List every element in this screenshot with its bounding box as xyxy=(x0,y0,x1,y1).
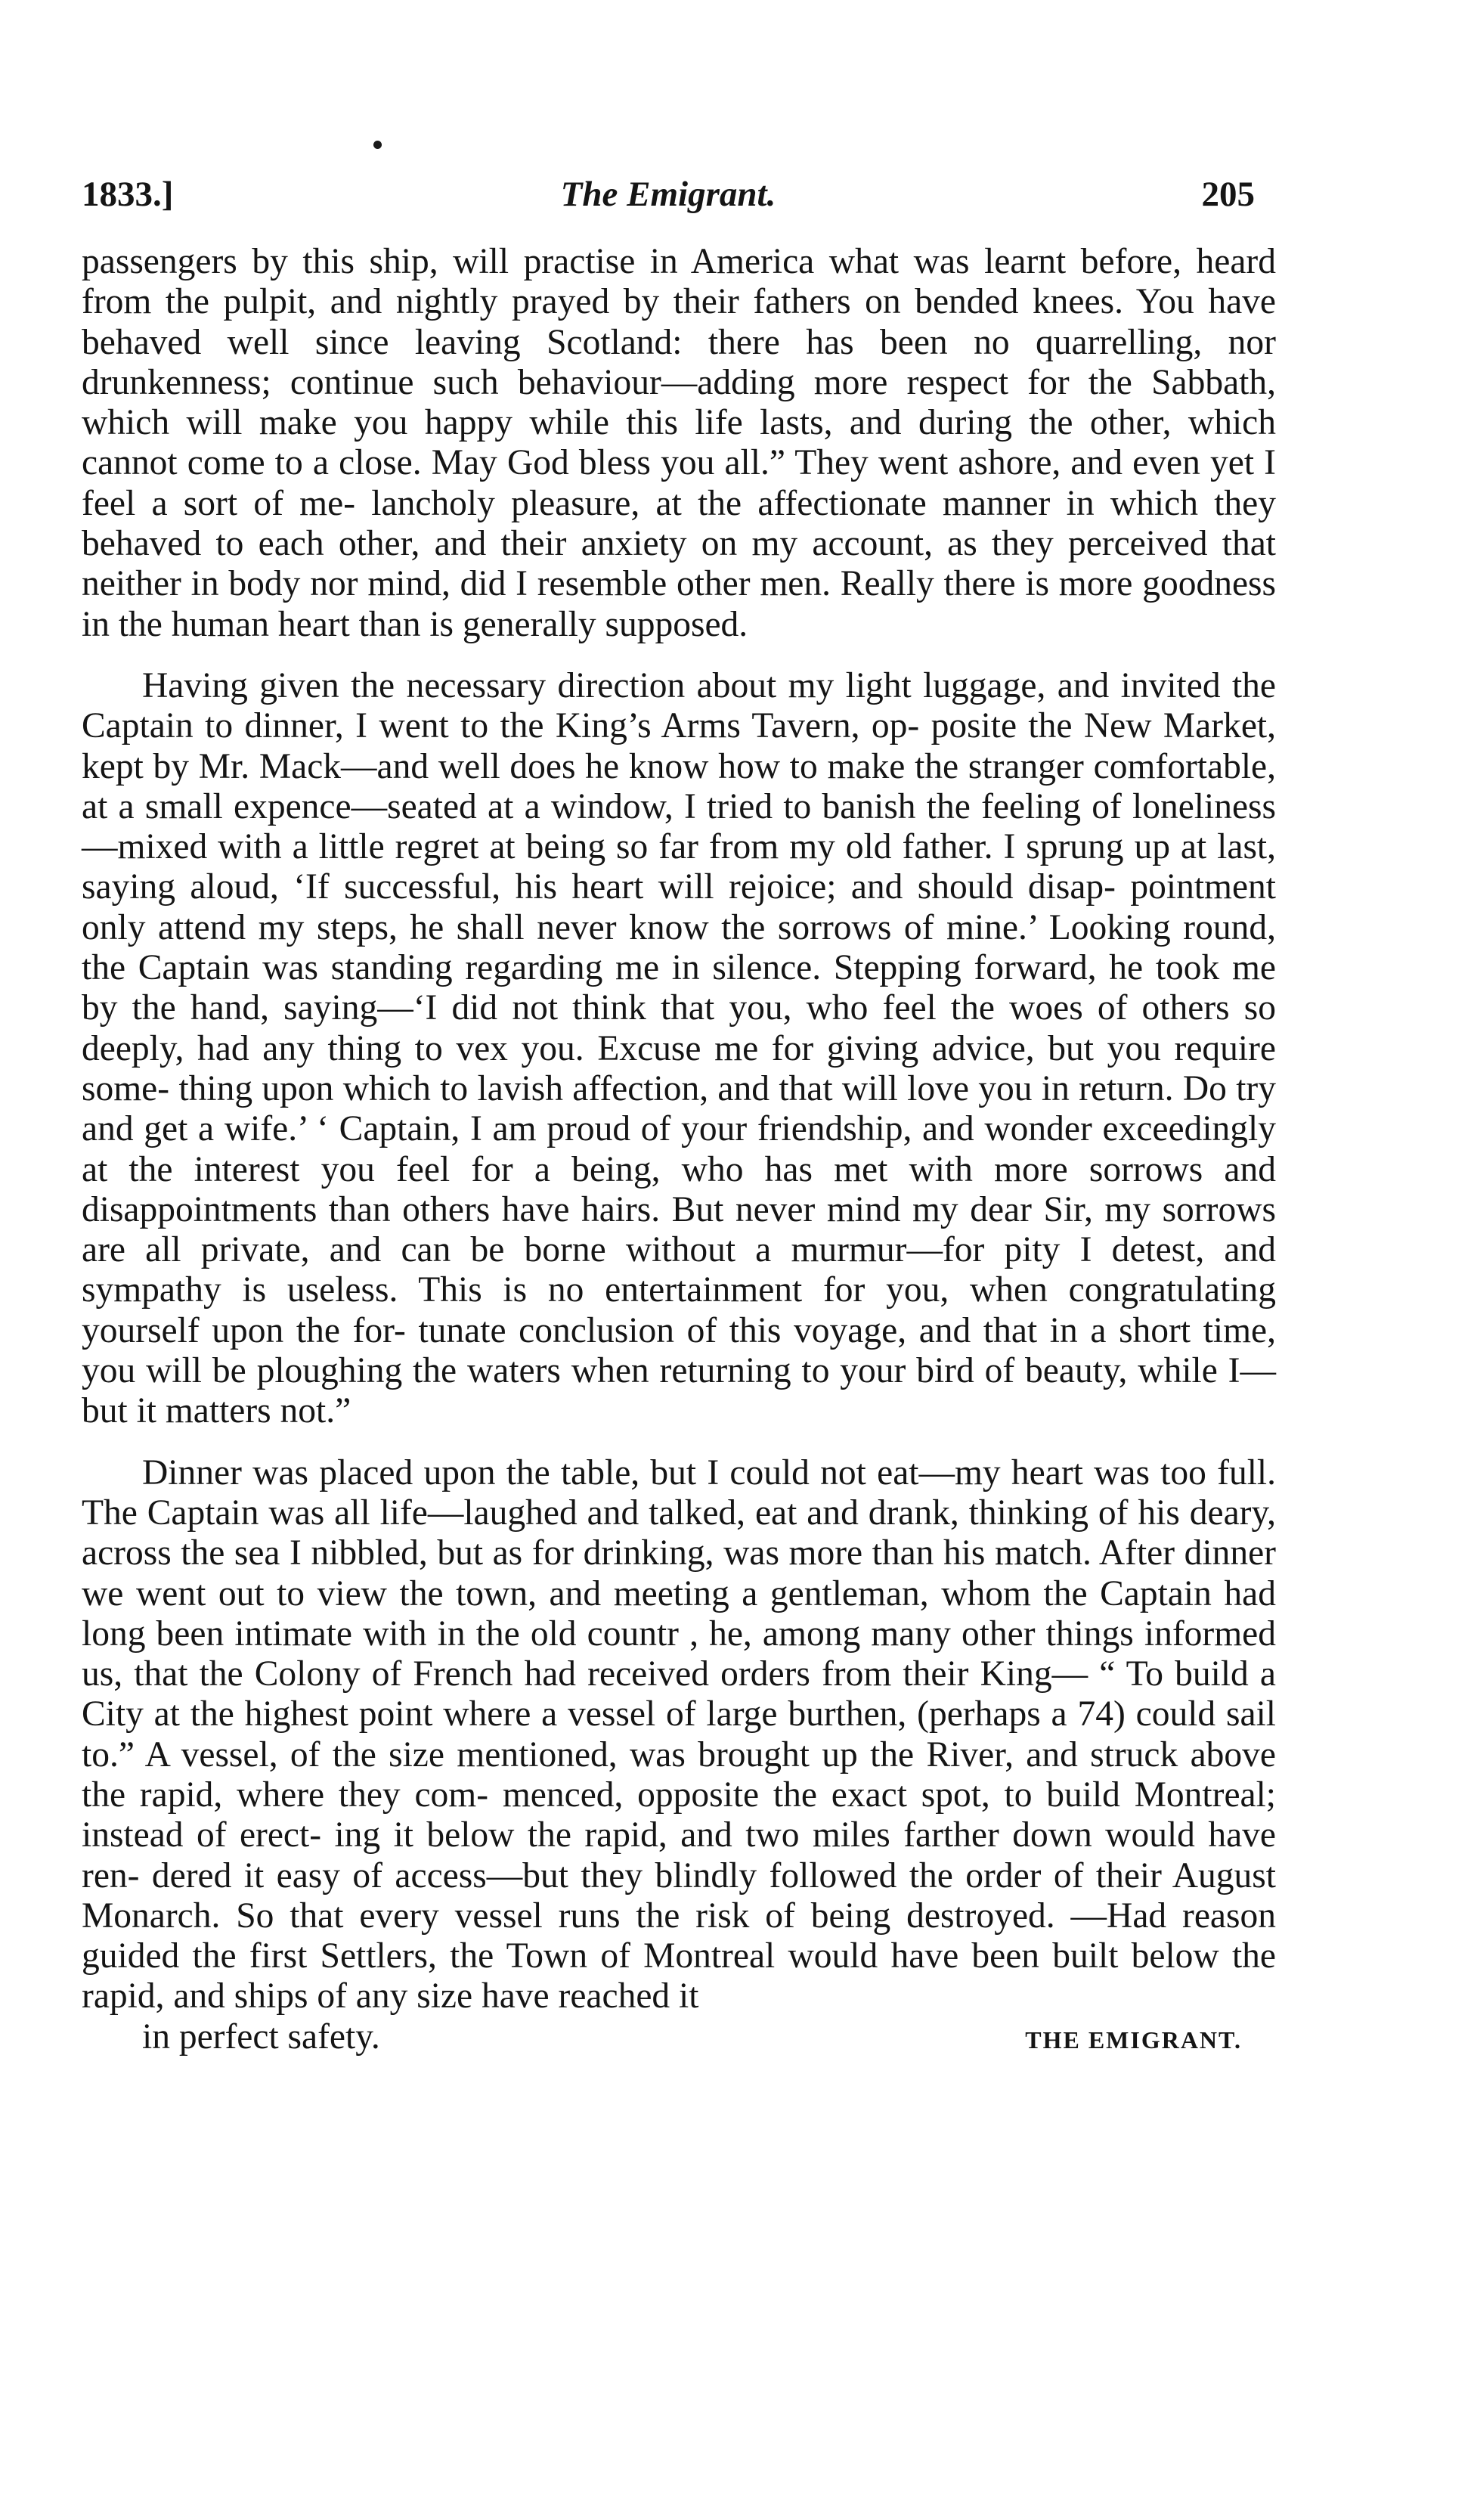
paragraph-1 xyxy=(82,242,1276,645)
text-line: menced, opposite the exact spot, to build Montreal; instead of erect- xyxy=(82,1775,1277,1855)
text-line: more respect for the Sabbath, which will make you happy while this life xyxy=(82,362,1276,443)
text-line: silence. Stepping forward, he took me by the hand, saying—‘I did xyxy=(82,948,1276,1028)
paragraph-2 xyxy=(82,666,1276,1432)
text-line: a window, I tried to banish the feeling of loneliness—mixed with a xyxy=(82,786,1276,867)
final-line xyxy=(82,2017,1276,2060)
text-line: (perhaps a 74) could sail to.” A vessel, of the size mentioned, was xyxy=(82,1694,1276,1775)
text-line: have been built below the rapid, and ships of any size have reached it xyxy=(82,1936,1276,2016)
text-line: with more sorrows and disappointments than others have hairs. But xyxy=(82,1149,1276,1229)
text-line: thing to vex you. Excuse me for giving advice, but you require some- xyxy=(82,1028,1276,1108)
text-line: saying aloud, ‘If successful, his heart will rejoice; and should disap- xyxy=(82,867,1131,907)
text-line: Do try and get a wife.’ ‘ Captain, I am proud of your friendship, and xyxy=(82,1068,1276,1149)
text-line: each other, and their anxiety on my account, as they perceived that xyxy=(258,524,1276,564)
text-line: knees. You have behaved well since leaving Scotland: there has been xyxy=(82,282,1276,362)
text-line: ploughing the waters when returning to your bird of beauty, while I— xyxy=(256,1351,1276,1391)
text-line: no entertainment for you, when congratulating yourself upon the for- xyxy=(82,1270,1276,1350)
header-year: 1833.] xyxy=(82,175,174,214)
text-line: drank, thinking of his deary, across the sea I nibbled, but as for xyxy=(82,1492,1277,1573)
signature: THE EMIGRANT. xyxy=(1025,2026,1242,2054)
text-line: little regret at being so far from my old father. I sprung up at last, xyxy=(318,827,1277,867)
text-line: dered it easy of access—but they blindly followed the order of their xyxy=(151,1855,1172,1895)
text-line: never mind my dear Sir, my sorrows are all private, and can be borne xyxy=(82,1189,1276,1270)
ink-speck xyxy=(373,141,382,149)
text-line: brought up the River, and struck above the rapid, where they com- xyxy=(82,1734,1276,1815)
text-line: pointment only attend my steps, he shall never know the sorrows of xyxy=(82,867,1276,947)
text-line: passengers by this ship, will practise in America what was learnt before, xyxy=(82,242,1197,281)
text-line: no quarrelling, nor drunkenness; continue such behaviour—adding xyxy=(82,322,1276,402)
text-line: ing it below the rapid, and two miles farther down would have ren- xyxy=(82,1815,1276,1895)
text-line: lasts, and during the other, which cannot come to a close. May God xyxy=(82,403,1276,483)
text-line: mine.’ Looking round, the Captain was standing regarding me in xyxy=(82,907,1276,988)
text-line: more goodness in the human heart than is generally supposed. xyxy=(82,564,1276,644)
text-line: drinking, was more than his match. After dinner we went out to view xyxy=(82,1533,1276,1613)
text-line: intimate with in the old countr , he, among many other things informed xyxy=(234,1613,1276,1654)
text-line: in perfect safety. xyxy=(142,2016,380,2057)
text-line: —Had reason guided the first Settlers, the Town of Montreal would xyxy=(82,1895,1276,1976)
text-line: tunate conclusion of this voyage, and that in a short time, you will be xyxy=(82,1310,1277,1391)
text-line: lancholy pleasure, at the affectionate manner in which they behaved to xyxy=(82,483,1276,564)
running-header xyxy=(82,168,1255,221)
text-line: heard from the pulpit, and nightly prayed by their fathers on bended xyxy=(82,242,1276,322)
page-number: 205 xyxy=(1201,175,1255,214)
text-line: was too full. The Captain was all life—laughed and talked, eat and xyxy=(82,1452,1277,1533)
text-line: posite the New Market, kept by Mr. Mack—and well does he know xyxy=(82,706,1276,786)
paragraph-3 xyxy=(82,1453,1276,2060)
body-text xyxy=(82,242,1276,2060)
text-line: invited the Captain to dinner, I went to the King’s Arms Tavern, op- xyxy=(82,665,1276,746)
text-line: wonder exceedingly at the interest you feel for a being, who has met xyxy=(82,1109,1276,1189)
text-line: bless you all.” They went ashore, and even yet I feel a sort of me- xyxy=(82,443,1276,523)
text-line: Having given the necessary direction about my light luggage, and xyxy=(142,665,1121,705)
text-line: neither in body nor mind, did I resemble other men. Really there is xyxy=(82,564,1059,604)
text-line: but it matters not.” xyxy=(82,1391,351,1431)
text-line: “ To build a City at the highest point where a vessel of large burthen, xyxy=(82,1654,1276,1734)
text-line: not think that you, who feel the woes of others so deeply, had any xyxy=(82,988,1276,1068)
text-line: Dinner was placed upon the table, but I could not eat—my heart xyxy=(142,1452,1095,1492)
text-line: the town, and meeting a gentleman, whom the Captain had long been xyxy=(82,1573,1276,1654)
text-line: us, that the Colony of French had received orders from their King— xyxy=(82,1654,1100,1694)
text-line: without a murmur—for pity I detest, and sympathy is useless. This is xyxy=(82,1230,1276,1310)
running-title: The Emigrant. xyxy=(560,175,776,214)
text-line: how to make the stranger comfortable, at a small expence—seated at xyxy=(82,746,1276,826)
text-line: August Monarch. So that every vessel runs the risk of being destroyed. xyxy=(82,1855,1276,1936)
text-line: thing upon which to lavish affection, and that will love you in return. xyxy=(178,1068,1183,1108)
